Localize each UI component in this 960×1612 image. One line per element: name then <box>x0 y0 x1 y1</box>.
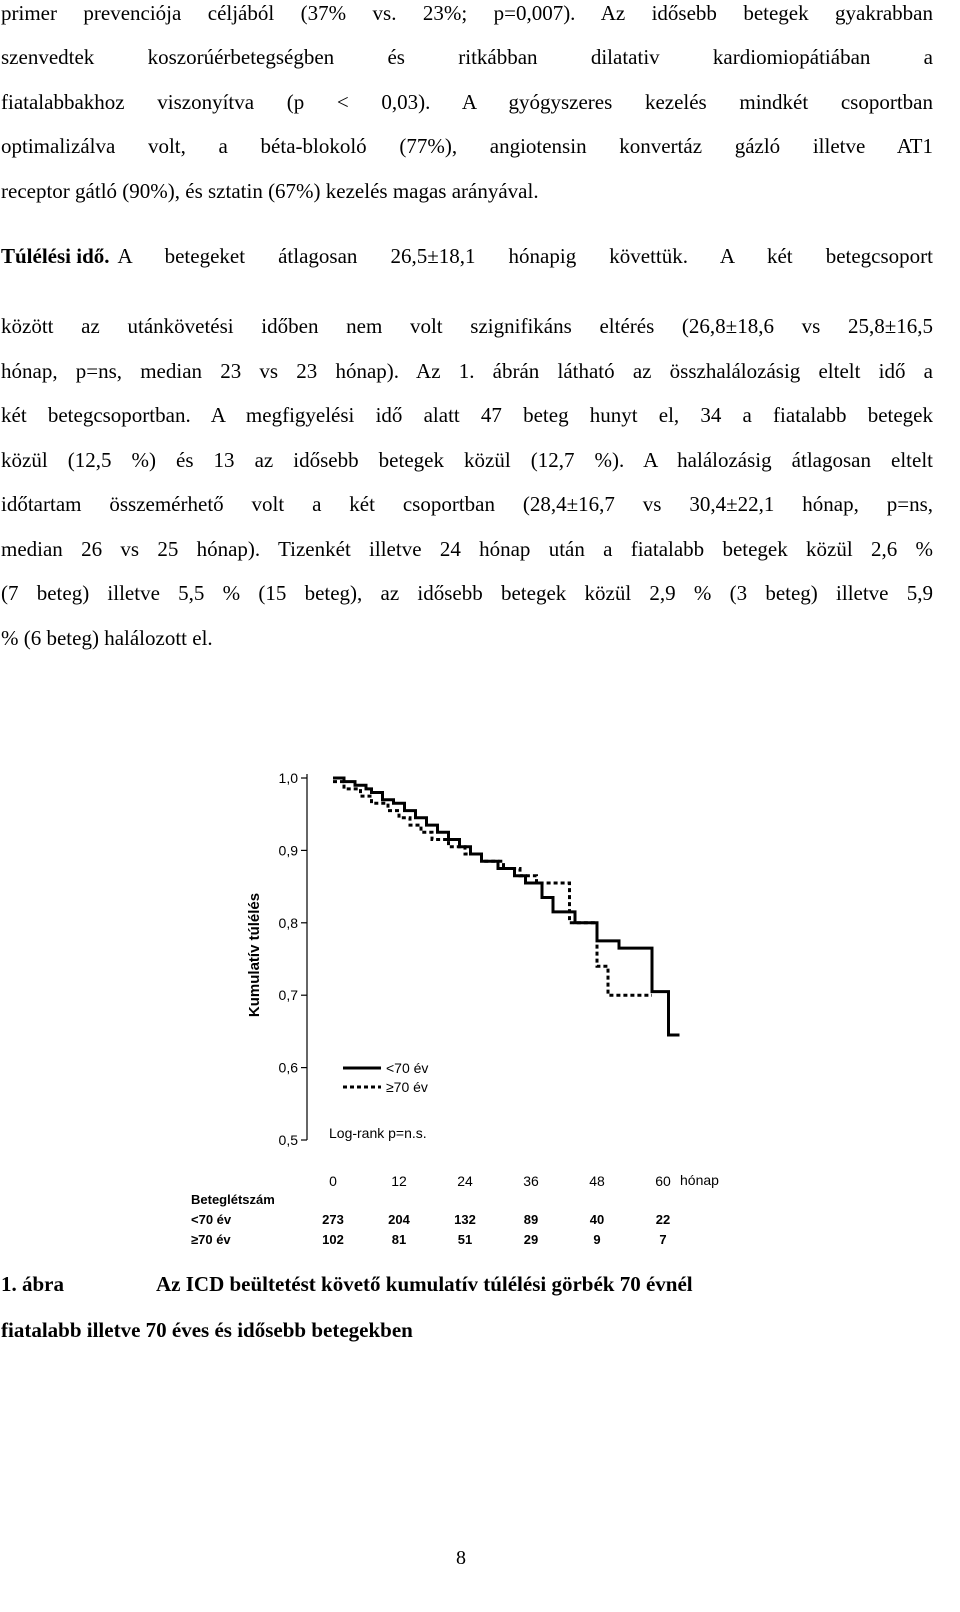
text-line: optimalizálva volt, a béta-blokoló (77%), angiotensin konvertáz gázló illetve AT1 <box>1 134 933 158</box>
risk-table-cell: 9 <box>593 1232 601 1247</box>
text-span: A betegeket átlagosan 26,5±18,1 hónapig követtük. A két betegcsoport <box>117 244 933 268</box>
risk-table-cell: 7 <box>659 1232 667 1247</box>
series-line-under-70 <box>333 778 680 1035</box>
x-tick-label: 36 <box>523 1173 539 1189</box>
text-line: két betegcsoportban. A megfigyelési idő alatt 47 beteg hunyt el, 34 a fiatalabb betegek <box>1 403 933 427</box>
legend-label: <70 év <box>386 1060 429 1076</box>
text-line: primer prevenciója céljából (37% vs. 23%; p=0,007). Az idősebb betegek gyakrabban <box>1 1 933 25</box>
figure-caption-line1: Az ICD beültetést követő kumulatív túlélési görbék 70 évnél <box>156 1272 693 1296</box>
legend-label: ≥70 év <box>386 1079 428 1095</box>
text-line: szenvedtek koszorúérbetegségben és ritkábban dilatativ kardiomiopátiában a <box>1 45 933 69</box>
risk-table-row-label: <70 év <box>191 1212 232 1227</box>
y-tick-label: 1,0 <box>278 770 298 786</box>
risk-table-title: Beteglétszám <box>191 1192 275 1207</box>
x-tick-label: 12 <box>391 1173 407 1189</box>
risk-table-cell: 132 <box>454 1212 476 1227</box>
x-tick-label: 0 <box>329 1173 337 1189</box>
x-tick-label: 48 <box>589 1173 605 1189</box>
risk-table-row-label: ≥70 év <box>191 1232 231 1247</box>
text-line: közül (12,5 %) és 13 az idősebb betegek közül (12,7 %). A halálozásig átlagosan eltelt <box>1 448 933 472</box>
risk-table-cell: 81 <box>391 1232 407 1247</box>
text-line: % (6 beteg) halálozott el. <box>1 626 213 650</box>
page-number: 8 <box>456 1547 466 1569</box>
text-line: hónap, p=ns, median 23 vs 23 hónap). Az 1. ábrán látható az összhalálozásig eltelt idő a <box>1 359 933 383</box>
figure-caption-line2: fiatalabb illetve 70 éves és idősebb betegekben <box>1 1318 413 1342</box>
section-heading: Túlélési idő. <box>1 244 110 268</box>
y-tick-label: 0,7 <box>278 987 298 1004</box>
text-line: időtartam összemérhető volt a két csoportban (28,4±16,7 vs 30,4±22,1 hónap, p=ns, <box>1 492 933 516</box>
risk-table-cell: 29 <box>523 1232 539 1247</box>
risk-table-cell: 204 <box>388 1212 410 1227</box>
risk-table-cell: 22 <box>655 1212 671 1227</box>
risk-table-cell: 40 <box>589 1212 605 1227</box>
risk-table-cell: 89 <box>523 1212 539 1227</box>
x-axis-label: hónap <box>680 1172 719 1188</box>
y-tick-label: 0,8 <box>278 914 298 931</box>
series-line-70-plus <box>333 782 652 996</box>
y-tick-label: 0,5 <box>278 1132 298 1148</box>
x-tick-label: 60 <box>655 1173 671 1189</box>
risk-table-cell: 51 <box>457 1232 473 1247</box>
text-line: receptor gátló (90%), és sztatin (67%) kezelés magas arányával. <box>1 179 539 203</box>
figure-label: 1. ábra <box>1 1272 64 1296</box>
text-line: (7 beteg) illetve 5,5 % (15 beteg), az idősebb betegek közül 2,9 % (3 beteg) illetve 5,9 <box>1 581 933 605</box>
risk-table-cell: 102 <box>322 1232 344 1247</box>
y-tick-label: 0,6 <box>278 1059 298 1076</box>
text-line: között az utánkövetési időben nem volt szignifikáns eltérés (26,8±18,6 vs 25,8±16,5 <box>1 314 933 338</box>
log-rank-annotation: Log-rank p=n.s. <box>329 1125 427 1141</box>
text-line: fiatalabbakhoz viszonyítva (p < 0,03). A gyógyszeres kezelés mindkét csoportban <box>1 90 933 114</box>
text-line: median 26 vs 25 hónap). Tizenkét illetve 24 hónap után a fiatalabb betegek közül 2,6 % <box>1 537 933 561</box>
y-axis-label: Kumulatív túlélés <box>246 892 263 1018</box>
y-tick-label: 0,9 <box>278 842 298 859</box>
x-tick-label: 24 <box>457 1173 473 1189</box>
risk-table-cell: 273 <box>322 1212 344 1227</box>
